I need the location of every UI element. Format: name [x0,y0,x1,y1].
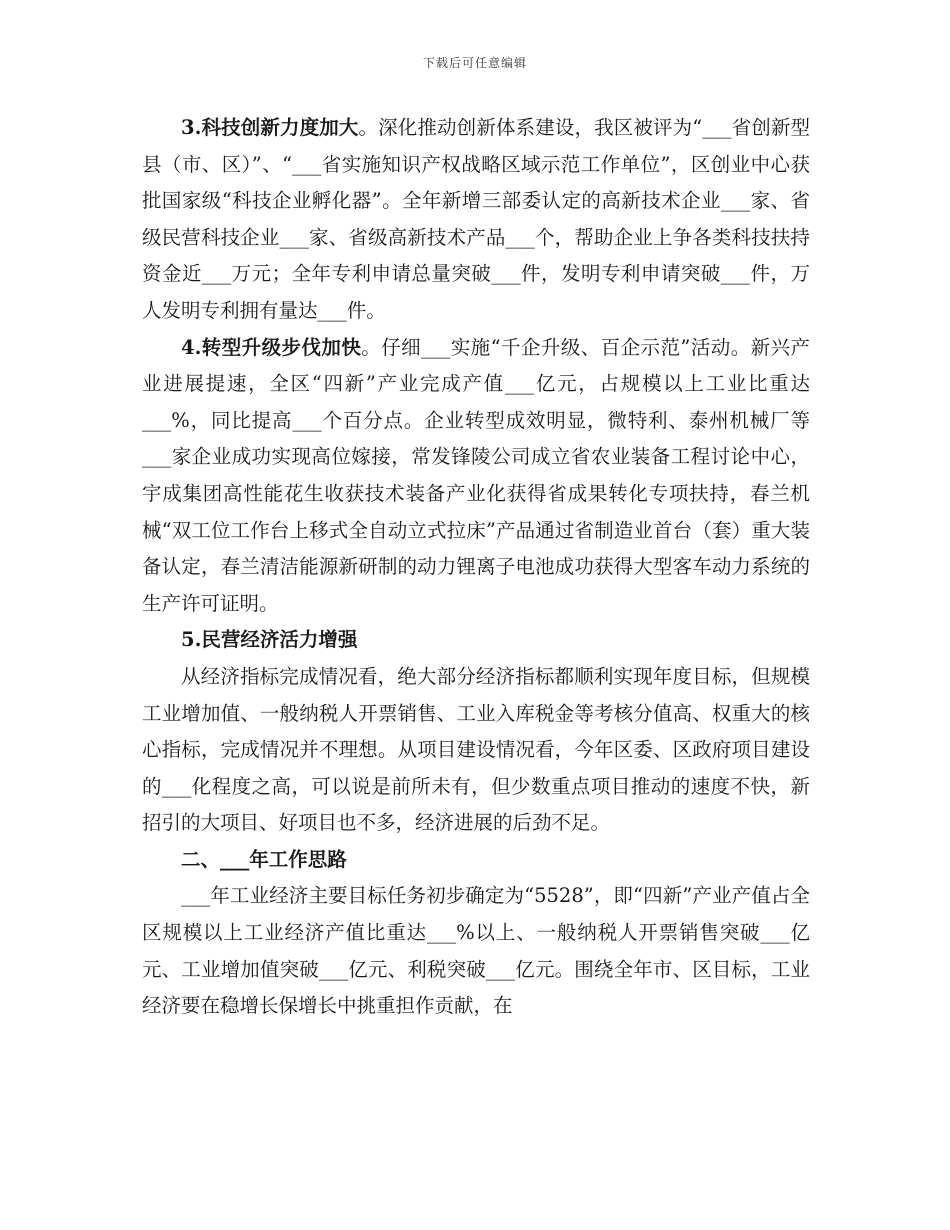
section-private-economy-heading: 5.民营经济活力增强 [181,628,358,652]
section-tech-innovation [142,110,810,330]
paragraph-private-economy: 从经济指标完成情况看，绝大部分经济指标都顺利实现年度目标，但规模工业增加值、一般纳税人开票销售、工业入库税金等考核分值高、权重大的核心指标，完成情况并不理想。从项目建设情况看，今年区委、区政府项目建设的___化程度之高，可以说是前所未有，但少数重点项目推动的速度不快，新招引的大项目、好项目也不多，经济进展的后劲不足。 [142,664,810,835]
page-header: 下载后可任意编辑 [422,56,527,70]
section-text: 。仔细___实施“千企升级、百企示范”活动。新兴产业进展提速，全区“四新”产业完成产值___亿元，占规模以上工业比重达___%，同比提高___个百分点。企业转型成效明显，微特利、泰州机械厂等___家企业成功实现高位嫁接，常发锋陵公司成立省农业装备工程讨论中心，宇成集团高性能花生收获技术装备产业化获得省成果转化专项扶持，春兰机械“双工位工作台上移式全自动立式拉床”产品通过省制造业首台（套）重大装备认定，春兰清洁能源新研制的动力锂离子电池成功获得大型客车动力系统的生产许可证明。 [142,335,810,615]
section-heading: 3.科技创新力度加大 [181,116,359,139]
section-text: 。深化推动创新体系建设，我区被评为“___省创新型县（市、区）”、“___省实施知识产权战略区域示范工作单位”，区创业中心获批国家级“科技企业孵化器”。全年新增三部委认定的高新技术企业___家、省级民营科技企业___家、省级高新技术产品___个，帮助企业上争各类科技扶持资金近___万元；全年专利申请总量突破___件，发明专利申请突破___件，万人发明专利拥有量达___件。 [142,116,810,322]
section-transformation [142,330,810,623]
paragraph-work-plan: ___年工业经济主要目标任务初步确定为“5528”，即“四新”产业产值占全区规模以上工业经济产值比重达___%以上、一般纳税人开票销售突破___亿元、工业增加值突破___亿元、利税突破___亿元。围绕全年市、区目标，工业经济要在稳增长保增长中挑重担作贡献，在 [142,884,810,1018]
section-heading: 4.转型升级步伐加快 [181,335,362,359]
work-plan-heading: 二、___年工作思路 [181,847,347,871]
document-body [142,110,810,1025]
